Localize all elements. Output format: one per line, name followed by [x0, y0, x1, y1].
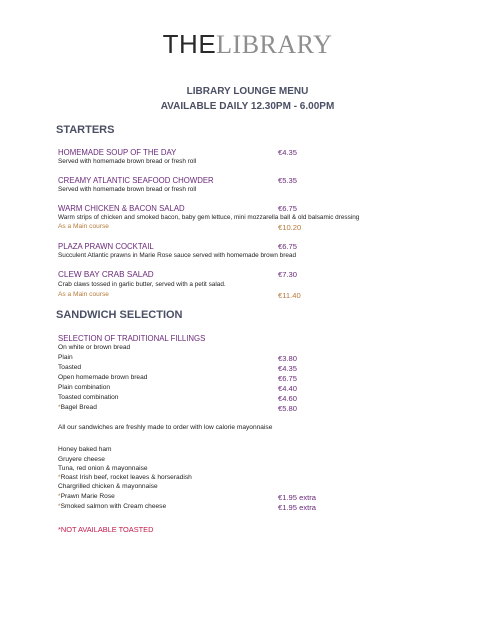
option-label-wrap	[58, 354, 73, 361]
filling-label-wrap	[58, 483, 158, 490]
starter-desc: Served with homemade brown bread or fresh roll	[58, 158, 197, 165]
asterisk: *	[58, 474, 61, 481]
menu-title: LIBRARY LOUNGE MENU	[186, 86, 309, 97]
starter-name: WARM CHICKEN & BACON SALAD	[58, 204, 185, 213]
starter-name: CREAMY ATLANTIC SEAFOOD CHOWDER	[58, 176, 214, 185]
option-label-wrap	[58, 394, 118, 401]
logo-library: LIBRARY	[216, 30, 333, 59]
option-price: €6.75	[278, 374, 298, 383]
footnote-row	[58, 525, 418, 536]
starter-price: €6.75	[278, 204, 298, 213]
mayo-note-row	[58, 424, 418, 435]
mayo-note: All our sandwiches are freshly made to order with low calorie mayonnaise	[58, 424, 273, 431]
filling-label-wrap	[58, 465, 148, 472]
filling-label: Smoked salmon with Cream cheese	[60, 503, 167, 510]
option-label-wrap	[58, 374, 147, 381]
option-label: Toasted	[58, 364, 82, 371]
starter-price: €6.75	[278, 242, 298, 251]
filling-item	[58, 503, 418, 514]
main-course-row	[58, 291, 418, 302]
starter-name: HOMEMADE SOUP OF THE DAY	[58, 148, 177, 157]
asterisk: *	[58, 493, 61, 500]
starter-desc-row	[58, 252, 418, 263]
starter-price: €7.30	[278, 270, 298, 279]
sandwich-note: On white or brown bread	[58, 344, 131, 351]
starter-desc-row	[58, 158, 418, 169]
option-label-wrap	[58, 364, 81, 371]
sandwich-option	[58, 404, 418, 415]
starter-price: €4.35	[278, 148, 298, 157]
asterisk: *	[58, 404, 61, 411]
filling-label-wrap	[58, 503, 166, 510]
filling-price: €1.95 extra	[278, 493, 316, 502]
filling-label: Roast Irish beef, rocket leaves & horseradish	[60, 474, 192, 481]
not-toasted-footnote: *NOT AVAILABLE TOASTED	[58, 525, 154, 534]
filling-price: €1.95 extra	[278, 503, 316, 512]
option-label: Plain	[58, 354, 73, 361]
starter-desc-row	[58, 186, 418, 197]
filling-label: Tuna, red onion & mayonnaise	[58, 465, 148, 472]
option-label-wrap	[58, 404, 97, 411]
menu-hours: AVAILABLE DAILY 12.30PM - 6.00PM	[160, 101, 335, 112]
main-course-price: €11.40	[278, 291, 301, 300]
option-label: Plain combination	[58, 384, 111, 391]
sandwich-subtitle: SELECTION OF TRADITIONAL FILLINGS	[58, 334, 206, 343]
section-title-starters: STARTERS	[56, 124, 115, 136]
option-price: €5.80	[278, 404, 298, 413]
restaurant-logo	[0, 31, 495, 58]
logo-the: THE	[162, 29, 217, 59]
starter-desc: Succulent Atlantic prawns in Marie Rose sauce served with homemade brown bread	[58, 252, 296, 259]
main-course-price: €10.20	[278, 223, 302, 232]
filling-label-wrap	[58, 446, 112, 453]
option-price: €4.40	[278, 384, 298, 393]
filling-label: Honey baked ham	[58, 446, 112, 453]
starter-name: CLEW BAY CRAB SALAD	[58, 270, 154, 279]
option-label: Bagel Bread	[60, 404, 97, 411]
filling-label-wrap	[58, 456, 105, 463]
option-price: €4.35	[278, 364, 298, 373]
option-price: €3.80	[278, 354, 298, 363]
starter-desc: Crab claws tossed in garlic butter, served with a petit salad.	[58, 281, 226, 288]
filling-label: Prawn Marie Rose	[60, 493, 115, 500]
filling-label-wrap	[58, 474, 192, 481]
starter-desc: Warm strips of chicken and smoked bacon, baby gem lettuce, mini mozzarella ball & old balsamic dressing	[58, 214, 360, 221]
filling-label: Chargrilled chicken & mayonnaise	[58, 483, 158, 490]
section-title-sandwich: SANDWICH SELECTION	[56, 309, 183, 321]
main-course-label: As a Main course	[58, 291, 109, 298]
option-label: Open homemade brown bread	[58, 374, 148, 381]
option-label-wrap	[58, 384, 110, 391]
option-label: Toasted combination	[58, 394, 119, 401]
filling-label-wrap	[58, 493, 115, 500]
main-course-label: As a Main course	[58, 223, 109, 230]
filling-label: Gruyere cheese	[58, 456, 105, 463]
starter-item	[58, 270, 418, 281]
asterisk: *	[58, 503, 61, 510]
option-price: €4.60	[278, 394, 298, 403]
starter-name: PLAZA PRAWN COCKTAIL	[58, 242, 154, 251]
starter-price: €5.35	[278, 176, 298, 185]
starter-desc: Served with homemade brown bread or fresh roll	[58, 186, 197, 193]
main-course-row	[58, 223, 418, 234]
